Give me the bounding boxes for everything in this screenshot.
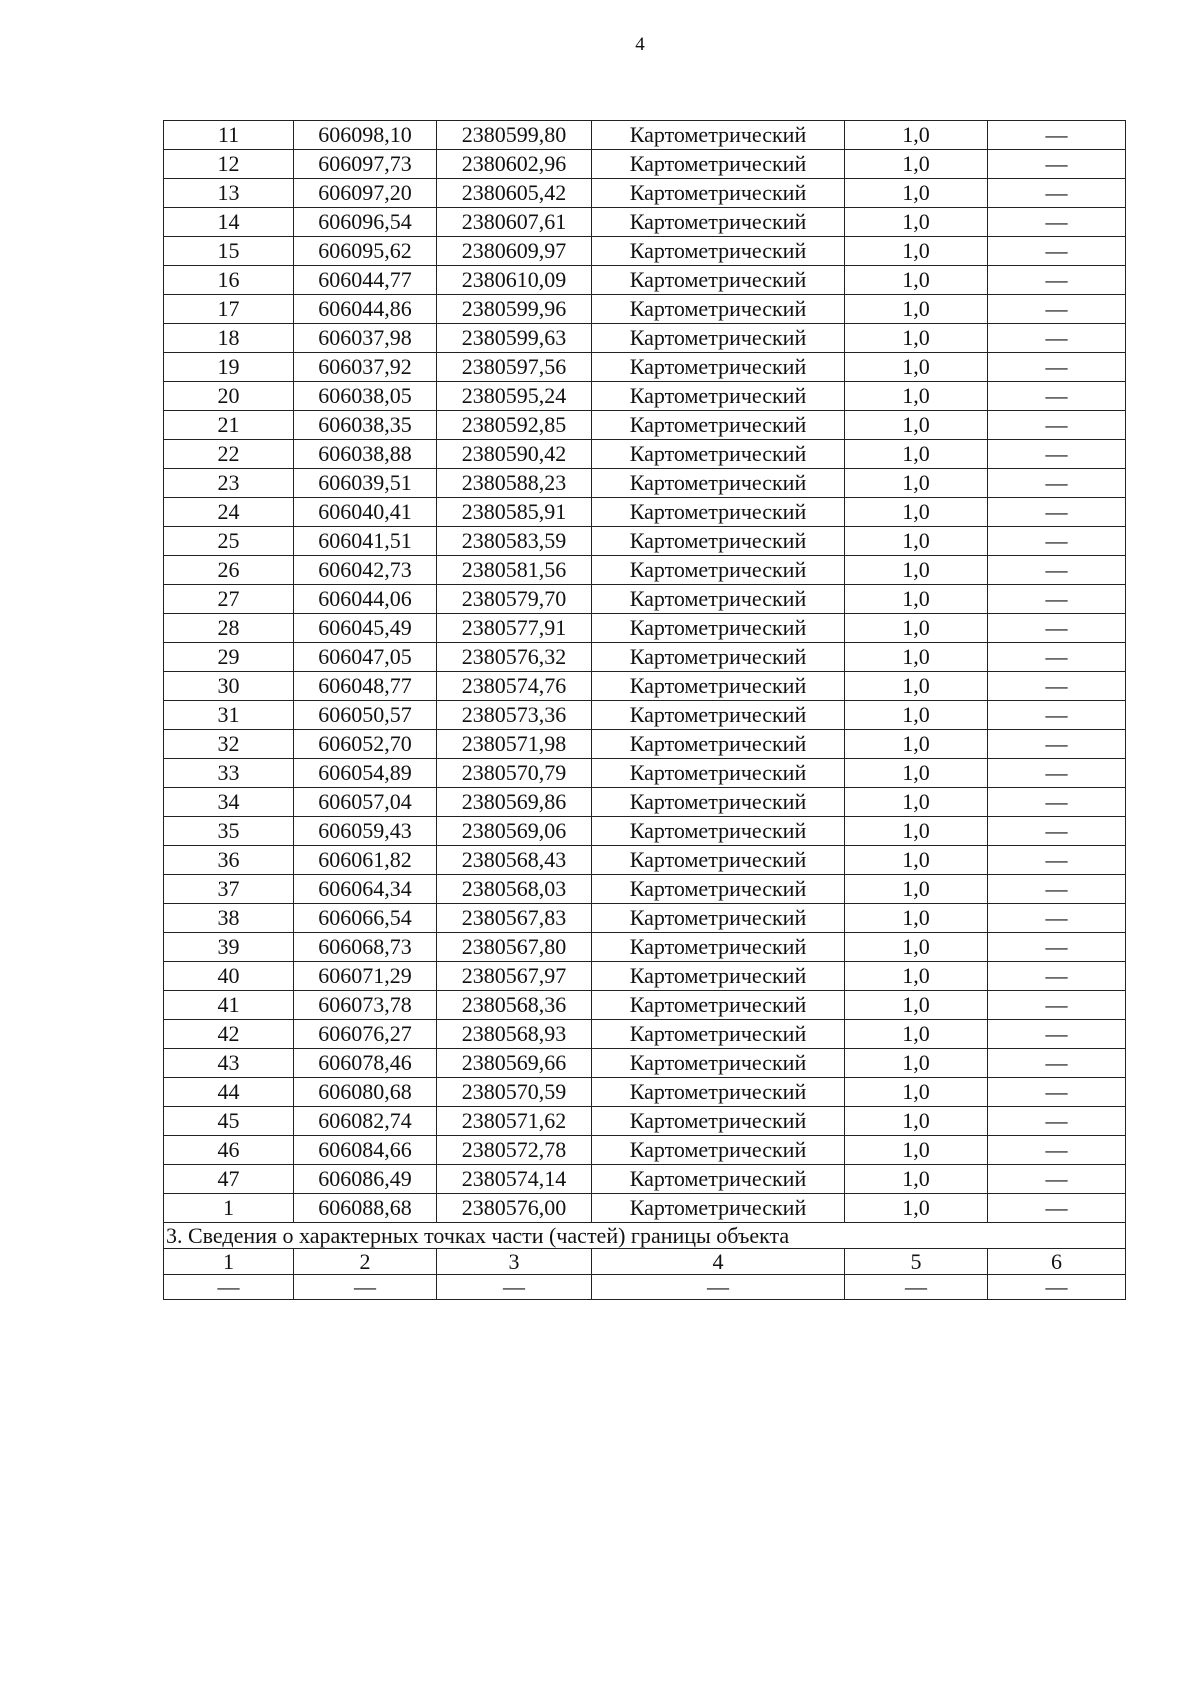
description-cell: —: [988, 498, 1126, 527]
description-cell: —: [988, 701, 1126, 730]
table-row: [164, 1078, 1126, 1107]
y-coordinate-cell: 2380583,59: [437, 527, 592, 556]
point-number-cell: 18: [164, 324, 294, 353]
accuracy-cell: 1,0: [845, 527, 988, 556]
method-cell: Картометрический: [592, 788, 845, 817]
point-number-cell: 25: [164, 527, 294, 556]
section3-header-cell: 2: [294, 1249, 437, 1275]
description-cell: —: [988, 440, 1126, 469]
y-coordinate-cell: 2380576,00: [437, 1194, 592, 1223]
y-coordinate-cell: 2380568,36: [437, 991, 592, 1020]
y-coordinate-cell: 2380602,96: [437, 150, 592, 179]
y-coordinate-cell: 2380573,36: [437, 701, 592, 730]
table-row: [164, 991, 1126, 1020]
accuracy-cell: 1,0: [845, 672, 988, 701]
accuracy-cell: 1,0: [845, 266, 988, 295]
point-number-cell: 21: [164, 411, 294, 440]
x-coordinate-cell: 606044,77: [294, 266, 437, 295]
accuracy-cell: 1,0: [845, 585, 988, 614]
description-cell: —: [988, 817, 1126, 846]
y-coordinate-cell: 2380585,91: [437, 498, 592, 527]
point-number-cell: 45: [164, 1107, 294, 1136]
method-cell: Картометрический: [592, 150, 845, 179]
method-cell: Картометрический: [592, 1165, 845, 1194]
accuracy-cell: 1,0: [845, 1078, 988, 1107]
x-coordinate-cell: 606037,92: [294, 353, 437, 382]
accuracy-cell: 1,0: [845, 382, 988, 411]
x-coordinate-cell: 606080,68: [294, 1078, 437, 1107]
description-cell: —: [988, 962, 1126, 991]
accuracy-cell: 1,0: [845, 933, 988, 962]
accuracy-cell: 1,0: [845, 817, 988, 846]
point-number-cell: 23: [164, 469, 294, 498]
y-coordinate-cell: 2380574,14: [437, 1165, 592, 1194]
description-cell: —: [988, 991, 1126, 1020]
section3-header-row: [164, 1249, 1126, 1275]
point-number-cell: 26: [164, 556, 294, 585]
table-row: [164, 817, 1126, 846]
y-coordinate-cell: 2380599,63: [437, 324, 592, 353]
point-number-cell: 15: [164, 237, 294, 266]
description-cell: —: [988, 237, 1126, 266]
description-cell: —: [988, 266, 1126, 295]
table-row: [164, 933, 1126, 962]
description-cell: —: [988, 150, 1126, 179]
point-number-cell: 47: [164, 1165, 294, 1194]
accuracy-cell: 1,0: [845, 614, 988, 643]
y-coordinate-cell: 2380569,66: [437, 1049, 592, 1078]
accuracy-cell: 1,0: [845, 759, 988, 788]
y-coordinate-cell: 2380571,62: [437, 1107, 592, 1136]
y-coordinate-cell: 2380569,06: [437, 817, 592, 846]
description-cell: —: [988, 904, 1126, 933]
section3-header-cell: 6: [988, 1249, 1126, 1275]
x-coordinate-cell: 606098,10: [294, 121, 437, 150]
accuracy-cell: 1,0: [845, 1194, 988, 1223]
method-cell: Картометрический: [592, 179, 845, 208]
method-cell: Картометрический: [592, 759, 845, 788]
y-coordinate-cell: 2380592,85: [437, 411, 592, 440]
point-number-cell: 12: [164, 150, 294, 179]
method-cell: Картометрический: [592, 730, 845, 759]
point-number-cell: 32: [164, 730, 294, 759]
method-cell: Картометрический: [592, 440, 845, 469]
accuracy-cell: 1,0: [845, 179, 988, 208]
method-cell: Картометрический: [592, 1107, 845, 1136]
point-number-cell: 24: [164, 498, 294, 527]
table-row: [164, 556, 1126, 585]
accuracy-cell: 1,0: [845, 353, 988, 382]
description-cell: —: [988, 1194, 1126, 1223]
point-number-cell: 17: [164, 295, 294, 324]
method-cell: Картометрический: [592, 353, 845, 382]
section3-cell: —: [164, 1275, 294, 1300]
table-row: [164, 904, 1126, 933]
method-cell: Картометрический: [592, 527, 845, 556]
table-row: [164, 585, 1126, 614]
description-cell: —: [988, 585, 1126, 614]
description-cell: —: [988, 295, 1126, 324]
x-coordinate-cell: 606045,49: [294, 614, 437, 643]
table-row: [164, 1049, 1126, 1078]
point-number-cell: 1: [164, 1194, 294, 1223]
y-coordinate-cell: 2380595,24: [437, 382, 592, 411]
description-cell: —: [988, 353, 1126, 382]
description-cell: —: [988, 672, 1126, 701]
table-row: [164, 788, 1126, 817]
method-cell: Картометрический: [592, 904, 845, 933]
table-row: [164, 643, 1126, 672]
description-cell: —: [988, 469, 1126, 498]
y-coordinate-cell: 2380590,42: [437, 440, 592, 469]
x-coordinate-cell: 606076,27: [294, 1020, 437, 1049]
x-coordinate-cell: 606059,43: [294, 817, 437, 846]
method-cell: Картометрический: [592, 817, 845, 846]
description-cell: —: [988, 527, 1126, 556]
method-cell: Картометрический: [592, 1194, 845, 1223]
table-row: [164, 1194, 1126, 1223]
section3-cell: —: [592, 1275, 845, 1300]
y-coordinate-cell: 2380597,56: [437, 353, 592, 382]
x-coordinate-cell: 606095,62: [294, 237, 437, 266]
method-cell: Картометрический: [592, 324, 845, 353]
accuracy-cell: 1,0: [845, 469, 988, 498]
table-row: [164, 1136, 1126, 1165]
point-number-cell: 44: [164, 1078, 294, 1107]
x-coordinate-cell: 606086,49: [294, 1165, 437, 1194]
description-cell: —: [988, 1107, 1126, 1136]
point-number-cell: 14: [164, 208, 294, 237]
method-cell: Картометрический: [592, 1049, 845, 1078]
description-cell: —: [988, 1165, 1126, 1194]
method-cell: Картометрический: [592, 295, 845, 324]
x-coordinate-cell: 606038,88: [294, 440, 437, 469]
y-coordinate-cell: 2380576,32: [437, 643, 592, 672]
y-coordinate-cell: 2380607,61: [437, 208, 592, 237]
table-row: [164, 1107, 1126, 1136]
table-row: [164, 353, 1126, 382]
y-coordinate-cell: 2380568,03: [437, 875, 592, 904]
x-coordinate-cell: 606078,46: [294, 1049, 437, 1078]
description-cell: —: [988, 759, 1126, 788]
x-coordinate-cell: 606096,54: [294, 208, 437, 237]
y-coordinate-cell: 2380567,80: [437, 933, 592, 962]
point-number-cell: 37: [164, 875, 294, 904]
point-number-cell: 20: [164, 382, 294, 411]
description-cell: —: [988, 121, 1126, 150]
point-number-cell: 28: [164, 614, 294, 643]
method-cell: Картометрический: [592, 382, 845, 411]
point-number-cell: 46: [164, 1136, 294, 1165]
x-coordinate-cell: 606050,57: [294, 701, 437, 730]
accuracy-cell: 1,0: [845, 121, 988, 150]
table-row: [164, 846, 1126, 875]
accuracy-cell: 1,0: [845, 991, 988, 1020]
accuracy-cell: 1,0: [845, 701, 988, 730]
method-cell: Картометрический: [592, 411, 845, 440]
table-row: [164, 121, 1126, 150]
description-cell: —: [988, 1049, 1126, 1078]
section3-cell: —: [845, 1275, 988, 1300]
table-row: [164, 498, 1126, 527]
table-row: [164, 469, 1126, 498]
x-coordinate-cell: 606037,98: [294, 324, 437, 353]
accuracy-cell: 1,0: [845, 962, 988, 991]
y-coordinate-cell: 2380572,78: [437, 1136, 592, 1165]
point-number-cell: 36: [164, 846, 294, 875]
point-number-cell: 38: [164, 904, 294, 933]
accuracy-cell: 1,0: [845, 1107, 988, 1136]
accuracy-cell: 1,0: [845, 1049, 988, 1078]
table-row: [164, 614, 1126, 643]
accuracy-cell: 1,0: [845, 150, 988, 179]
table-row: [164, 875, 1126, 904]
section3-header-cell: 4: [592, 1249, 845, 1275]
accuracy-cell: 1,0: [845, 440, 988, 469]
table-row: [164, 701, 1126, 730]
section3-title-row: [164, 1223, 1126, 1249]
x-coordinate-cell: 606068,73: [294, 933, 437, 962]
point-number-cell: 34: [164, 788, 294, 817]
section3-cell: —: [437, 1275, 592, 1300]
description-cell: —: [988, 846, 1126, 875]
accuracy-cell: 1,0: [845, 411, 988, 440]
description-cell: —: [988, 556, 1126, 585]
table-row: [164, 208, 1126, 237]
y-coordinate-cell: 2380574,76: [437, 672, 592, 701]
y-coordinate-cell: 2380577,91: [437, 614, 592, 643]
description-cell: —: [988, 411, 1126, 440]
table-row: [164, 672, 1126, 701]
description-cell: —: [988, 179, 1126, 208]
section3-title: 3. Сведения о характерных точках части (частей) границы объекта: [164, 1223, 1126, 1249]
y-coordinate-cell: 2380581,56: [437, 556, 592, 585]
accuracy-cell: 1,0: [845, 208, 988, 237]
y-coordinate-cell: 2380568,43: [437, 846, 592, 875]
method-cell: Картометрический: [592, 585, 845, 614]
point-number-cell: 30: [164, 672, 294, 701]
method-cell: Картометрический: [592, 1078, 845, 1107]
method-cell: Картометрический: [592, 614, 845, 643]
table-row: [164, 962, 1126, 991]
point-number-cell: 42: [164, 1020, 294, 1049]
description-cell: —: [988, 324, 1126, 353]
section3-header-cell: 3: [437, 1249, 592, 1275]
accuracy-cell: 1,0: [845, 904, 988, 933]
table-row: [164, 1020, 1126, 1049]
x-coordinate-cell: 606084,66: [294, 1136, 437, 1165]
method-cell: Картометрический: [592, 556, 845, 585]
x-coordinate-cell: 606052,70: [294, 730, 437, 759]
section3-cell: —: [294, 1275, 437, 1300]
table-row: [164, 1165, 1126, 1194]
method-cell: Картометрический: [592, 701, 845, 730]
description-cell: —: [988, 1020, 1126, 1049]
accuracy-cell: 1,0: [845, 237, 988, 266]
method-cell: Картометрический: [592, 121, 845, 150]
point-number-cell: 19: [164, 353, 294, 382]
table-row: [164, 295, 1126, 324]
x-coordinate-cell: 606071,29: [294, 962, 437, 991]
section3-empty-row: [164, 1275, 1126, 1300]
y-coordinate-cell: 2380567,97: [437, 962, 592, 991]
section3-body: [164, 1223, 1126, 1300]
table-row: [164, 150, 1126, 179]
method-cell: Картометрический: [592, 1020, 845, 1049]
x-coordinate-cell: 606073,78: [294, 991, 437, 1020]
point-number-cell: 27: [164, 585, 294, 614]
x-coordinate-cell: 606044,06: [294, 585, 437, 614]
x-coordinate-cell: 606047,05: [294, 643, 437, 672]
description-cell: —: [988, 933, 1126, 962]
x-coordinate-cell: 606039,51: [294, 469, 437, 498]
point-number-cell: 16: [164, 266, 294, 295]
point-number-cell: 13: [164, 179, 294, 208]
x-coordinate-cell: 606064,34: [294, 875, 437, 904]
method-cell: Картометрический: [592, 643, 845, 672]
x-coordinate-cell: 606082,74: [294, 1107, 437, 1136]
x-coordinate-cell: 606054,89: [294, 759, 437, 788]
point-number-cell: 40: [164, 962, 294, 991]
description-cell: —: [988, 875, 1126, 904]
x-coordinate-cell: 606044,86: [294, 295, 437, 324]
table-row: [164, 324, 1126, 353]
point-number-cell: 39: [164, 933, 294, 962]
y-coordinate-cell: 2380567,83: [437, 904, 592, 933]
method-cell: Картометрический: [592, 498, 845, 527]
point-number-cell: 41: [164, 991, 294, 1020]
y-coordinate-cell: 2380568,93: [437, 1020, 592, 1049]
boundary-points-table: [163, 120, 1126, 1300]
description-cell: —: [988, 614, 1126, 643]
accuracy-cell: 1,0: [845, 1136, 988, 1165]
y-coordinate-cell: 2380599,96: [437, 295, 592, 324]
x-coordinate-cell: 606066,54: [294, 904, 437, 933]
y-coordinate-cell: 2380588,23: [437, 469, 592, 498]
y-coordinate-cell: 2380609,97: [437, 237, 592, 266]
x-coordinate-cell: 606042,73: [294, 556, 437, 585]
accuracy-cell: 1,0: [845, 498, 988, 527]
accuracy-cell: 1,0: [845, 846, 988, 875]
table-row: [164, 759, 1126, 788]
y-coordinate-cell: 2380605,42: [437, 179, 592, 208]
method-cell: Картометрический: [592, 672, 845, 701]
x-coordinate-cell: 606041,51: [294, 527, 437, 556]
description-cell: —: [988, 1136, 1126, 1165]
table-row: [164, 179, 1126, 208]
accuracy-cell: 1,0: [845, 1020, 988, 1049]
y-coordinate-cell: 2380610,09: [437, 266, 592, 295]
table-row: [164, 266, 1126, 295]
accuracy-cell: 1,0: [845, 788, 988, 817]
method-cell: Картометрический: [592, 208, 845, 237]
points-body: [164, 121, 1126, 1223]
x-coordinate-cell: 606048,77: [294, 672, 437, 701]
description-cell: —: [988, 788, 1126, 817]
point-number-cell: 43: [164, 1049, 294, 1078]
method-cell: Картометрический: [592, 991, 845, 1020]
method-cell: Картометрический: [592, 962, 845, 991]
x-coordinate-cell: 606057,04: [294, 788, 437, 817]
description-cell: —: [988, 1078, 1126, 1107]
description-cell: —: [988, 730, 1126, 759]
table-row: [164, 440, 1126, 469]
method-cell: Картометрический: [592, 1136, 845, 1165]
accuracy-cell: 1,0: [845, 643, 988, 672]
method-cell: Картометрический: [592, 469, 845, 498]
method-cell: Картометрический: [592, 266, 845, 295]
section3-header-cell: 1: [164, 1249, 294, 1275]
description-cell: —: [988, 643, 1126, 672]
description-cell: —: [988, 208, 1126, 237]
x-coordinate-cell: 606061,82: [294, 846, 437, 875]
method-cell: Картометрический: [592, 237, 845, 266]
x-coordinate-cell: 606038,05: [294, 382, 437, 411]
y-coordinate-cell: 2380569,86: [437, 788, 592, 817]
method-cell: Картометрический: [592, 875, 845, 904]
page-number: 4: [635, 34, 645, 55]
x-coordinate-cell: 606088,68: [294, 1194, 437, 1223]
table-row: [164, 411, 1126, 440]
y-coordinate-cell: 2380579,70: [437, 585, 592, 614]
point-number-cell: 29: [164, 643, 294, 672]
accuracy-cell: 1,0: [845, 295, 988, 324]
method-cell: Картометрический: [592, 933, 845, 962]
point-number-cell: 31: [164, 701, 294, 730]
accuracy-cell: 1,0: [845, 556, 988, 585]
accuracy-cell: 1,0: [845, 324, 988, 353]
y-coordinate-cell: 2380570,79: [437, 759, 592, 788]
point-number-cell: 35: [164, 817, 294, 846]
x-coordinate-cell: 606097,20: [294, 179, 437, 208]
section3-header-cell: 5: [845, 1249, 988, 1275]
accuracy-cell: 1,0: [845, 1165, 988, 1194]
description-cell: —: [988, 382, 1126, 411]
point-number-cell: 11: [164, 121, 294, 150]
table-row: [164, 382, 1126, 411]
point-number-cell: 22: [164, 440, 294, 469]
accuracy-cell: 1,0: [845, 730, 988, 759]
x-coordinate-cell: 606040,41: [294, 498, 437, 527]
table-row: [164, 237, 1126, 266]
y-coordinate-cell: 2380599,80: [437, 121, 592, 150]
point-number-cell: 33: [164, 759, 294, 788]
x-coordinate-cell: 606038,35: [294, 411, 437, 440]
accuracy-cell: 1,0: [845, 875, 988, 904]
table-row: [164, 527, 1126, 556]
y-coordinate-cell: 2380570,59: [437, 1078, 592, 1107]
y-coordinate-cell: 2380571,98: [437, 730, 592, 759]
method-cell: Картометрический: [592, 846, 845, 875]
table-row: [164, 730, 1126, 759]
section3-cell: —: [988, 1275, 1126, 1300]
x-coordinate-cell: 606097,73: [294, 150, 437, 179]
